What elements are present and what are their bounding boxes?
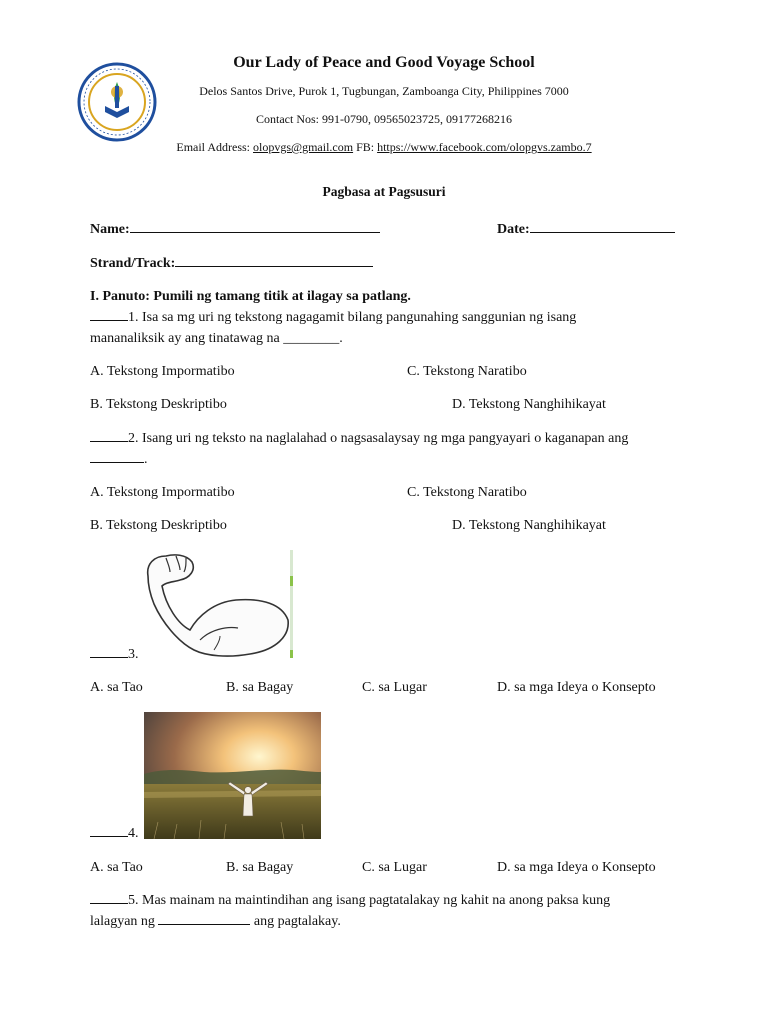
- date-field: [497, 222, 675, 238]
- q2-option-b: B. Tekstong Deskriptibo: [90, 518, 227, 533]
- q1-option-a: A. Tekstong Impormatibo: [90, 364, 235, 379]
- q5-text-post: ang pagtalakay.: [250, 914, 341, 929]
- answer-blank-1[interactable]: [90, 320, 128, 321]
- question-5-line2: [90, 914, 341, 930]
- fb-label: FB:: [353, 140, 378, 154]
- email-line: [0, 140, 768, 155]
- q4-option-b: B. sa Bagay: [226, 860, 294, 875]
- q4-option-c: C. sa Lugar: [362, 860, 427, 875]
- q4-option-d: D. sa mga Ideya o Konsepto: [497, 860, 656, 875]
- date-label: Date:: [497, 222, 530, 237]
- q2-option-c: C. Tekstong Naratibo: [407, 485, 527, 500]
- name-field: [90, 222, 380, 238]
- answer-blank-3[interactable]: [90, 657, 128, 658]
- instructions: I. Panuto: Pumili ng tamang titik at ilagay sa patlang.: [90, 289, 411, 304]
- contact-numbers: Contact Nos: 991-0790, 09565023725, 09177268216: [256, 112, 512, 126]
- question-5: [90, 893, 610, 909]
- name-blank[interactable]: [130, 232, 380, 233]
- sunrise-field-image: [144, 712, 321, 839]
- name-label: Name:: [90, 222, 130, 237]
- school-address: Delos Santos Drive, Purok 1, Tugbungan, Zamboanga City, Philippines 7000: [199, 84, 569, 98]
- question-4: [90, 826, 139, 842]
- q5-text-pre: lalagyan ng: [90, 914, 159, 929]
- answer-blank-2[interactable]: [90, 441, 128, 442]
- subject-title: Pagbasa at Pagsusuri: [322, 184, 446, 199]
- q1-option-d: D. Tekstong Nanghihikayat: [452, 397, 606, 412]
- question-3: [90, 647, 139, 663]
- email-link[interactable]: olopvgs@gmail.com: [253, 140, 354, 154]
- question-1-text: 1. Isa sa mg uri ng tekstong nagagamit bilang pangunahing sanggunian ng isang: [128, 310, 577, 325]
- answer-blank-4[interactable]: [90, 836, 128, 837]
- question-2-line2: [90, 452, 148, 468]
- q3-option-d: D. sa mga Ideya o Konsepto: [497, 680, 656, 695]
- q4-option-a: A. sa Tao: [90, 860, 143, 875]
- strand-blank[interactable]: [175, 266, 373, 267]
- school-logo: [77, 62, 157, 142]
- question-5-text: 5. Mas mainam na maintindihan ang isang pagtatalakay ng kahit na anong paksa kung: [128, 893, 611, 908]
- q3-option-a: A. sa Tao: [90, 680, 143, 695]
- q3-option-c: C. sa Lugar: [362, 680, 427, 695]
- facebook-link[interactable]: https://www.facebook.com/olopgvs.zambo.7: [377, 140, 592, 154]
- question-1-line2: mananaliksik ay ang tinatawag na ________.: [90, 331, 343, 346]
- date-blank[interactable]: [530, 232, 675, 233]
- q3-option-b: B. sa Bagay: [226, 680, 294, 695]
- q2-period: .: [144, 452, 148, 467]
- q2-option-a: A. Tekstong Impormatibo: [90, 485, 235, 500]
- email-label: Email Address:: [176, 140, 254, 154]
- question-2-text: 2. Isang uri ng teksto na naglalahad o nagsasalaysay ng mga pangyayari o kaganapan ang: [128, 431, 629, 446]
- flexed-arm-image: [140, 546, 302, 662]
- question-1: [90, 310, 576, 326]
- q1-option-c: C. Tekstong Naratibo: [407, 364, 527, 379]
- question-3-number: 3.: [128, 647, 139, 662]
- q2-option-d: D. Tekstong Nanghihikayat: [452, 518, 606, 533]
- question-4-number: 4.: [128, 826, 139, 841]
- answer-blank-5[interactable]: [90, 903, 128, 904]
- q1-option-b: B. Tekstong Deskriptibo: [90, 397, 227, 412]
- q5-fill-blank[interactable]: [158, 924, 250, 925]
- strand-label: Strand/Track:: [90, 256, 176, 271]
- question-2: [90, 431, 628, 447]
- school-name: Our Lady of Peace and Good Voyage School: [233, 54, 535, 71]
- q2-fill-blank[interactable]: [90, 462, 144, 463]
- strand-field: [90, 256, 373, 272]
